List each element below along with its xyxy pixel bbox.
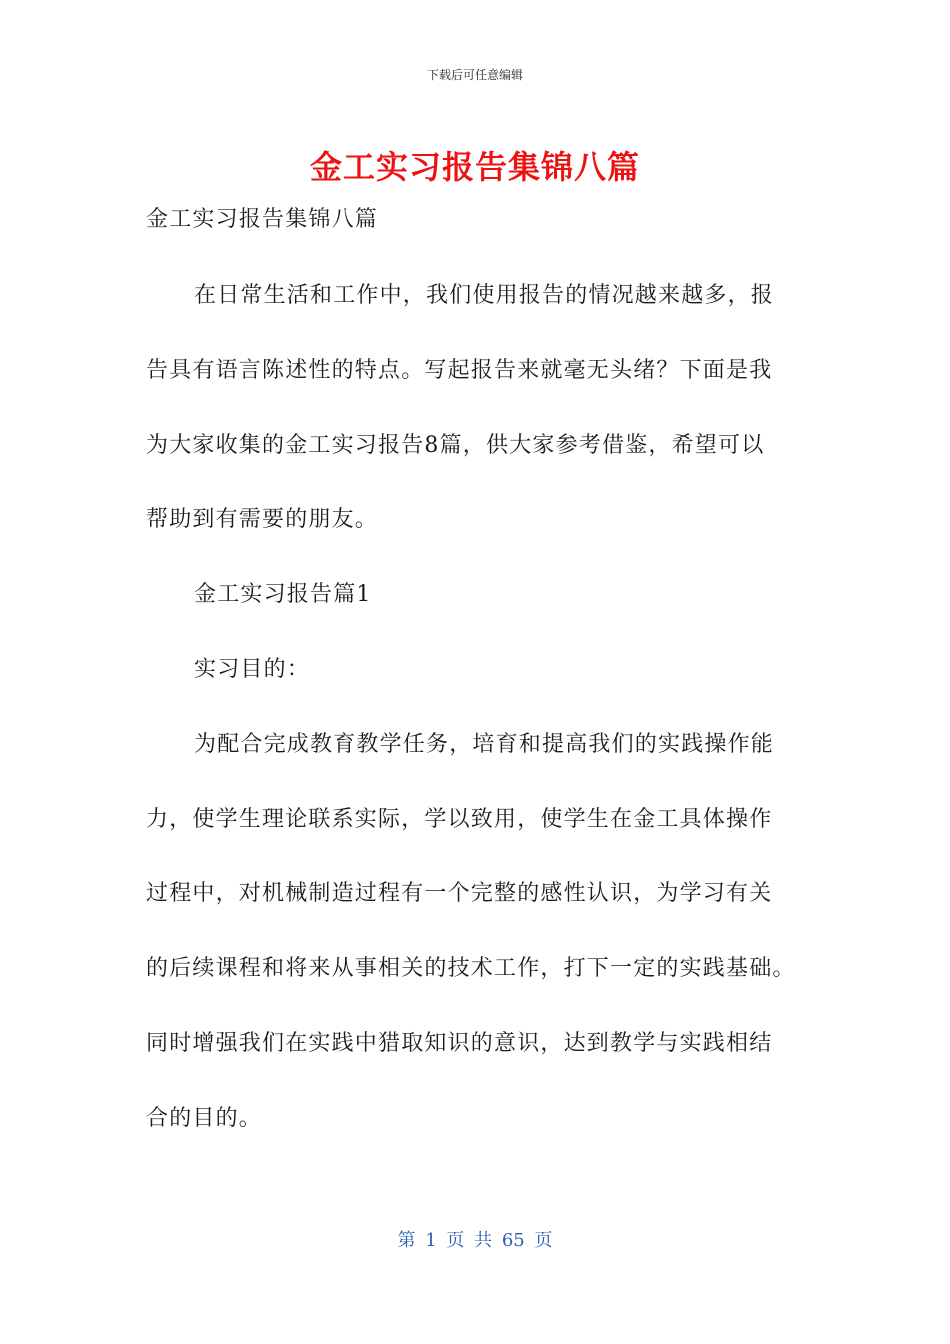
header-note: 下载后可任意编辑 — [426, 68, 523, 82]
subsection-heading: 实习目的： — [194, 656, 311, 682]
section-heading: 金工实习报告篇1 — [194, 582, 372, 608]
paragraph-line: 在日常生活和工作中，我们使用报告的情况越来越多，报 — [194, 283, 775, 308]
document-title: 金工实习报告集锦八篇 — [309, 148, 640, 186]
paragraph-line: 帮助到有需要的朋友。 — [146, 507, 379, 533]
subtitle-line: 金工实习报告集锦八篇 — [146, 207, 379, 232]
paragraph-line: 的后续课程和将来从事相关的技术工作，打下一定的实践基础。 — [146, 956, 796, 982]
paragraph-line: 告具有语言陈述性的特点。写起报告来就毫无头绪？下面是我 — [146, 357, 773, 383]
page-number: 第 1 页 共 65 页 — [397, 1230, 553, 1251]
paragraph-line: 过程中，对机械制造过程有一个完整的感性认识，为学习有关 — [146, 881, 773, 907]
paragraph-line: 为大家收集的金工实习报告8篇，供大家参考借鉴，希望可以 — [146, 432, 765, 458]
document-body — [146, 200, 806, 1174]
paragraph-line: 力，使学生理论联系实际，学以致用，使学生在金工具体操作 — [146, 806, 773, 832]
paragraph-line: 同时增强我们在实践中猎取知识的意识，达到教学与实践相结 — [146, 1030, 773, 1056]
paragraph-line: 合的目的。 — [146, 1105, 263, 1131]
paragraph-line: 为配合完成教育教学任务，培育和提高我们的实践操作能 — [194, 731, 775, 757]
